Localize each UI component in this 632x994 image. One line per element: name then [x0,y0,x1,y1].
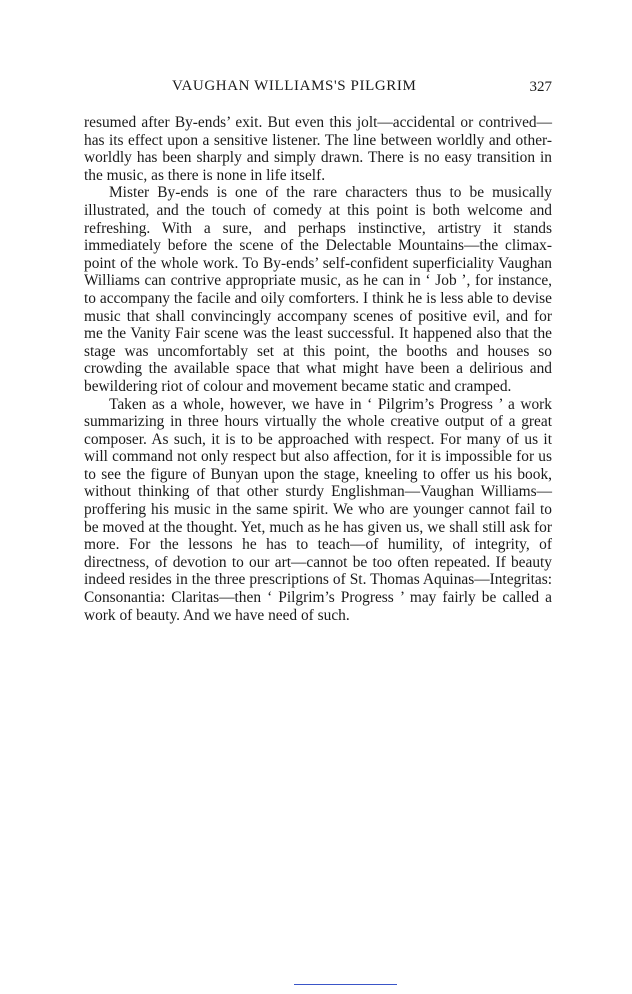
paragraph-3: Taken as a whole, however, we have in ‘ Pilgrim’s Progress ’ a work summarizing in three hours virtually the whole creative output of a great composer. As such, it is to be approached with respect. For many of us it will command not only respect but also affection, for it is impossible for us to see the figure of Bunyan upon the stage, kneeling to offer us his book, without thinking of that other sturdy Englishman—Vaughan Williams—proffering his music in the same spirit. We who are younger cannot fail to be moved at the thought. Yet, much as he has given us, we shall still ask for more. For the lessons he has to teach—of humility, of integrity, of directness, of devotion to our art—cannot be too often repeated. If beauty indeed resides in the three prescriptions of St. Thomas Aquinas—Integritas: Consonantia: Claritas—then ‘ Pilgrim’s Progress ’ may fairly be called a work of beauty. And we have need of such. [84,395,552,624]
body-text [84,114,552,624]
running-title: VAUGHAN WILLIAMS'S PILGRIM [172,78,417,94]
running-head [84,78,552,100]
footer-link-underline[interactable] [294,984,397,985]
paragraph-1: resumed after By-ends’ exit. But even this jolt—accidental or contrived—has its effect upon a sensitive listener. The line between worldly and other-worldly has been sharply and simply drawn. There is no easy transition in the music, as there is none in life itself. [84,114,552,184]
page-number: 327 [529,79,552,95]
paragraph-2: Mister By-ends is one of the rare characters thus to be musically illustrated, and the touch of comedy at this point is both welcome and refreshing. With a sure, and perhaps instinctive, artistry it stands immediately before the scene of the Delectable Mountains—the climax-point of the whole work. To By-ends’ self-confident superficiality Vaughan Williams can contrive appropriate music, as he can in ‘ Job ’, for instance, to accompany the facile and oily comforters. I think he is less able to devise music that shall convincingly accompany scenes of positive evil, and for me the Vanity Fair scene was the least successful. It happened also that the stage was uncomfortably set at this point, the booths and houses so crowding the available space that what might have been a delirious and bewildering riot of colour and movement became static and cramped. [84,184,552,395]
